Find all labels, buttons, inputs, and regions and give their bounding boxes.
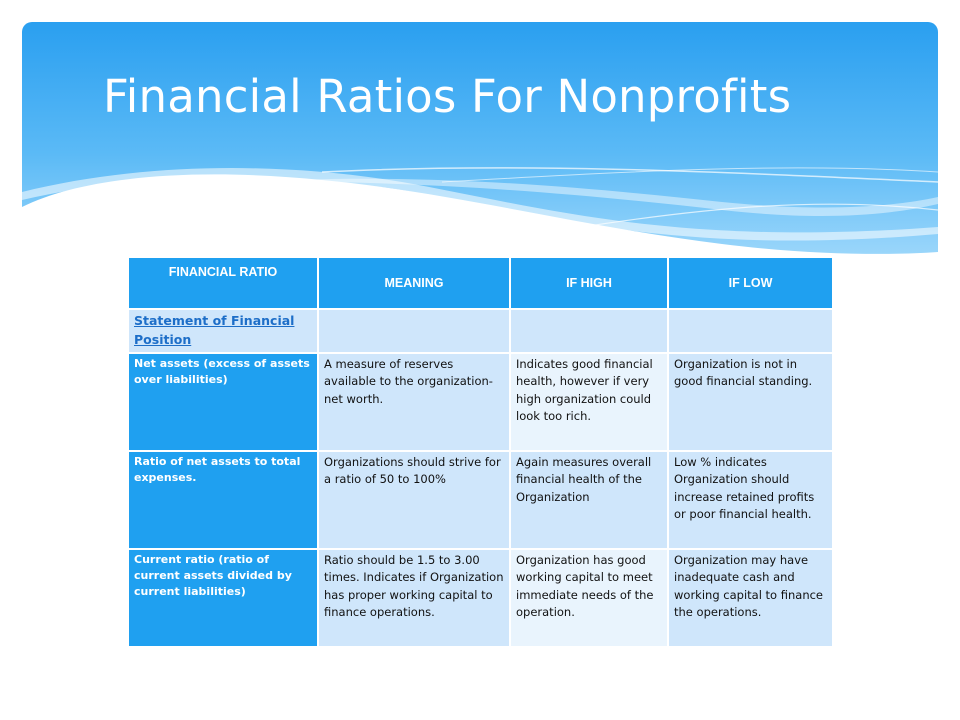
section-label-cell xyxy=(128,309,318,353)
empty-cell xyxy=(318,309,510,353)
header-if-low: IF LOW xyxy=(668,257,833,309)
ratio-name-cell: Ratio of net assets to total expenses. xyxy=(128,451,318,549)
if-low-cell: Organization is not in good financial standing. xyxy=(668,353,833,451)
meaning-cell: Ratio should be 1.5 to 3.00 times. Indicates if Organization has proper working capital to finance operations. xyxy=(318,549,510,647)
if-high-cell: Organization has good working capital to meet immediate needs of the operation. xyxy=(510,549,668,647)
header-if-high: IF HIGH xyxy=(510,257,668,309)
title-banner xyxy=(22,22,938,262)
ratio-name-cell: Current ratio (ratio of current assets divided by current liabilities) xyxy=(128,549,318,647)
section-label: Statement of Financial Position xyxy=(134,313,295,347)
table-row xyxy=(128,549,833,647)
empty-cell xyxy=(668,309,833,353)
if-low-cell: Low % indicates Organization should increase retained profits or poor financial health. xyxy=(668,451,833,549)
header-financial-ratio: FINANCIAL RATIO xyxy=(128,257,318,309)
meaning-cell: A measure of reserves available to the organization-net worth. xyxy=(318,353,510,451)
if-high-cell: Indicates good financial health, however if very high organization could look too rich. xyxy=(510,353,668,451)
financial-ratios-table xyxy=(127,256,834,648)
if-high-cell: Again measures overall financial health of the Organization xyxy=(510,451,668,549)
table-row xyxy=(128,451,833,549)
empty-cell xyxy=(510,309,668,353)
section-row xyxy=(128,309,833,353)
table-header-row xyxy=(128,257,833,309)
slide-title: Financial Ratios For Nonprofits xyxy=(103,70,792,123)
if-low-cell: Organization may have inadequate cash and working capital to finance the operations. xyxy=(668,549,833,647)
ratio-name-cell: Net assets (excess of assets over liabilities) xyxy=(128,353,318,451)
banner-wave-graphic xyxy=(22,22,938,262)
meaning-cell: Organizations should strive for a ratio of 50 to 100% xyxy=(318,451,510,549)
header-meaning: MEANING xyxy=(318,257,510,309)
table-row xyxy=(128,353,833,451)
